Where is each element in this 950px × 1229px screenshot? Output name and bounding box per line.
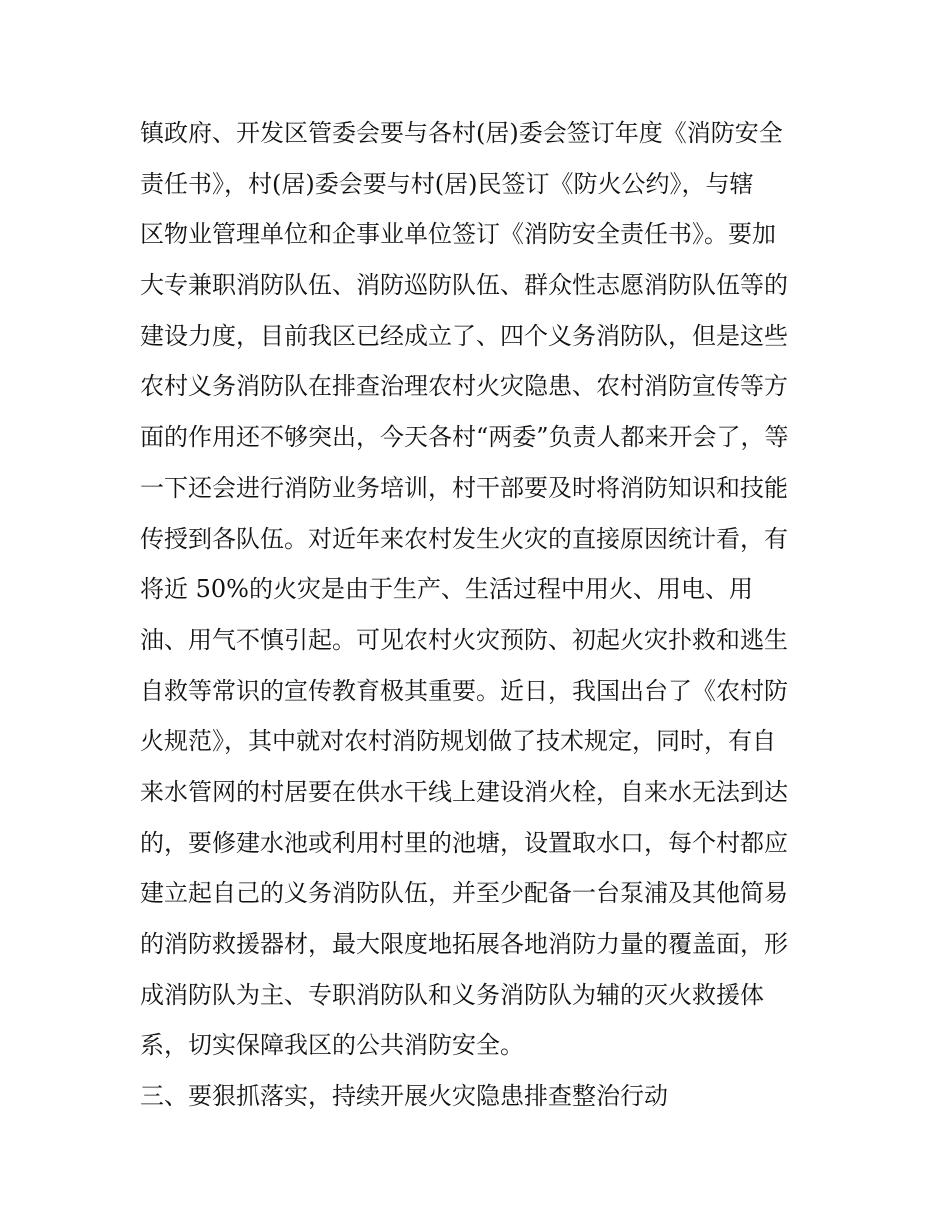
text-line: 大专兼职消防队伍、消防巡防队伍、群众性志愿消防队伍等的 [140,271,788,300]
text-line: 的消防救援器材，最大限度地拓展各地消防力量的覆盖面，形 [140,930,788,958]
text-line: 的，要修建水池或利用村里的池塘，设置取水口，每个村都应 [140,828,788,857]
text-line: 区物业管理单位和企事业单位签订《消防安全责任书》。要加 [140,220,776,249]
text-line: 建设力度，目前我区已经成立了、四个义务消防队，但是这些 [140,321,788,350]
section-heading: 三、要狠抓落实，持续开展火灾隐患排查整治行动 [140,1082,668,1111]
text-line: 将近 50%的火灾是由于生产、生活过程中用火、用电、用 [140,575,753,604]
text-line: 镇政府、开发区管委会要与各村(居)委会签订年度《消防安全 [140,119,783,147]
body-text [140,108,820,1122]
text-line: 面的作用还不够突出，今天各村“两委”负责人都来开会了，等 [140,423,789,452]
text-line: 农村义务消防队在排查治理农村火灾隐患、农村消防宣传等方 [140,372,788,401]
text-line: 自救等常识的宣传教育极其重要。近日，我国出台了《农村防 [140,676,788,705]
text-line: 一下还会进行消防业务培训，村干部要及时将消防知识和技能 [140,473,788,502]
text-line: 传授到各队伍。对近年来农村发生火灾的直接原因统计看，有 [140,524,788,553]
text-line: 火规范》，其中就对农村消防规划做了技术规定，同时，有自 [140,727,776,756]
text-line: 成消防队为主、专职消防队和义务消防队为辅的灭火救援体 [140,980,764,1009]
text-line: 来水管网的村居要在供水干线上建设消火栓，自来水无法到达 [140,777,788,806]
text-line: 建立起自己的义务消防队伍，并至少配备一台泵浦及其他简易 [140,879,788,908]
text-line: 油、用气不慎引起。可见农村火灾预防、初起火灾扑救和逃生 [140,625,788,654]
text-line: 系，切实保障我区的公共消防安全。 [140,1031,524,1060]
text-line: 责任书》，村(居)委会要与村(居)民签订《防火公约》，与辖 [140,169,754,198]
